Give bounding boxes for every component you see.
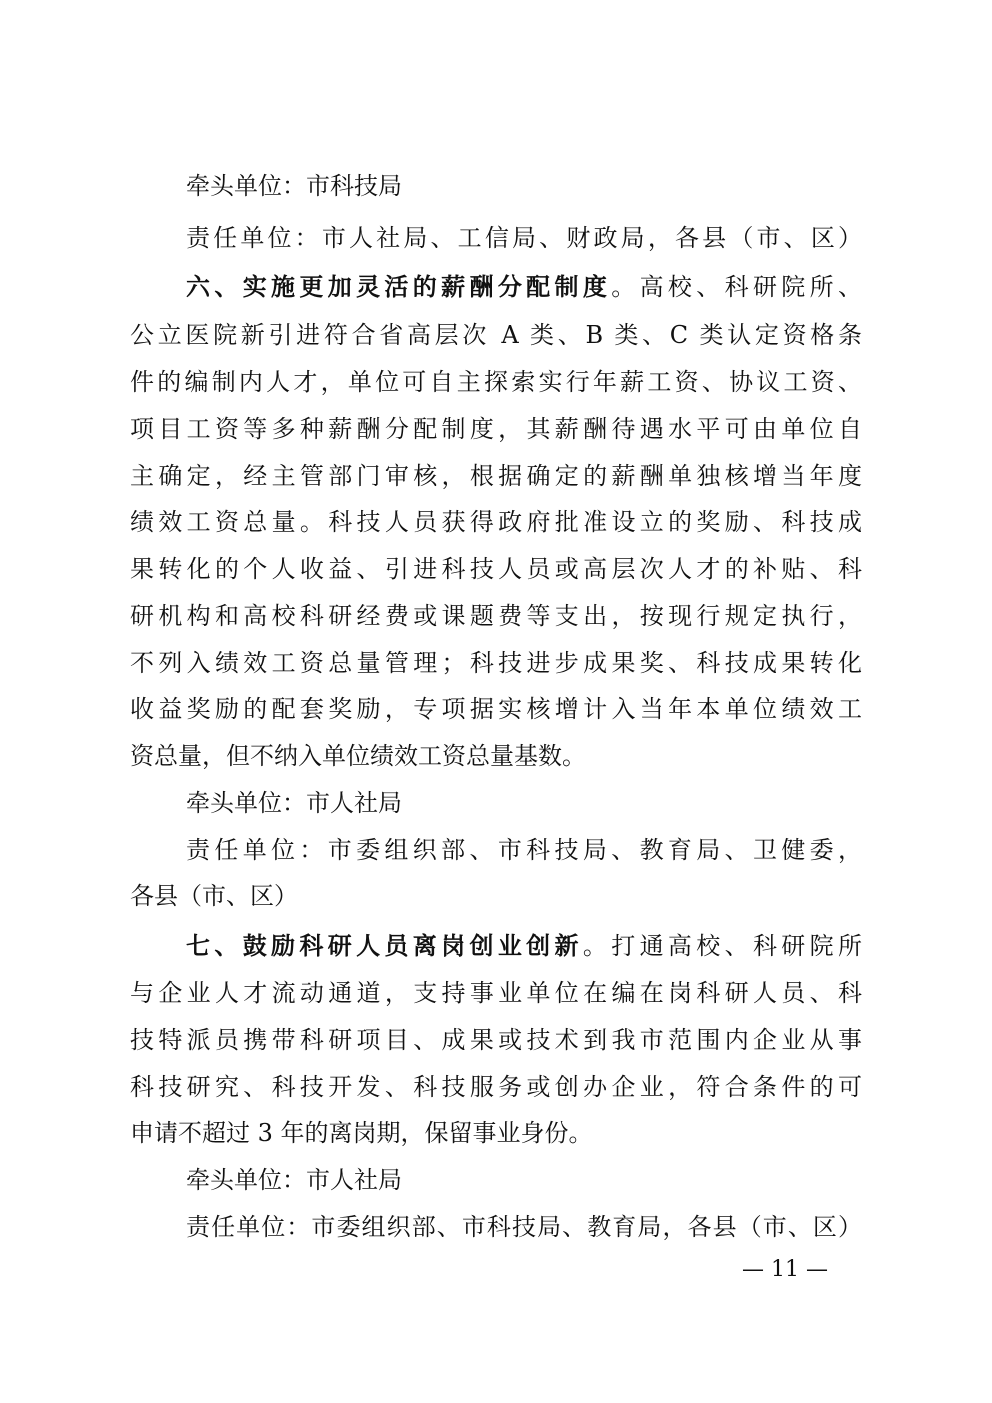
body-line: 收益奖励的配套奖励，专项据实核增计入当年本单位绩效工 bbox=[130, 695, 862, 723]
lead-unit-line: 牵头单位：市人社局 bbox=[186, 1166, 402, 1194]
body-line: 项目工资等多种薪酬分配制度，其薪酬待遇水平可由单位自 bbox=[130, 415, 862, 443]
lead-unit-line: 牵头单位：市科技局 bbox=[186, 172, 402, 200]
responsible-unit-line: 责任单位：市委组织部、市科技局、教育局、卫健委， bbox=[186, 836, 862, 864]
section-6-heading: 六、实施更加灵活的薪酬分配制度 bbox=[186, 273, 612, 301]
section-6-text: 。高校、科研院所、 bbox=[611, 273, 863, 301]
body-line: 科技研究、科技开发、科技服务或创办企业，符合条件的可 bbox=[130, 1073, 862, 1101]
section-7-heading: 七、鼓励科研人员离岗创业创新 bbox=[186, 932, 583, 960]
body-line: 研机构和高校科研经费或课题费等支出，按现行规定执行， bbox=[130, 602, 862, 630]
body-line: 不列入绩效工资总量管理；科技进步成果奖、科技成果转化 bbox=[130, 649, 862, 677]
body-line: 资总量，但不纳入单位绩效工资总量基数。 bbox=[130, 742, 586, 770]
section-7-heading-line bbox=[186, 926, 862, 966]
body-line: 申请不超过 3 年的离岗期，保留事业身份。 bbox=[130, 1119, 593, 1147]
page-number: — 11 — bbox=[742, 1257, 828, 1282]
section-6-heading-line bbox=[186, 267, 862, 307]
section-7-text: 。打通高校、科研院所 bbox=[582, 932, 863, 960]
body-line: 技特派员携带科研项目、成果或技术到我市范围内企业从事 bbox=[130, 1026, 862, 1054]
body-line: 与企业人才流动通道，支持事业单位在编在岗科研人员、科 bbox=[130, 979, 862, 1007]
body-line: 公立医院新引进符合省高层次 A 类、B 类、C 类认定资格条 bbox=[130, 321, 862, 349]
responsible-unit-line-cont: 各县（市、区） bbox=[130, 882, 298, 910]
responsible-unit-line: 责任单位：市人社局、工信局、财政局，各县（市、区） bbox=[186, 224, 862, 252]
body-line: 主确定，经主管部门审核，根据确定的薪酬单独核增当年度 bbox=[130, 462, 862, 490]
body-line: 绩效工资总量。科技人员获得政府批准设立的奖励、科技成 bbox=[130, 508, 862, 536]
responsible-unit-line: 责任单位：市委组织部、市科技局、教育局，各县（市、区） bbox=[186, 1213, 862, 1241]
body-line: 果转化的个人收益、引进科技人员或高层次人才的补贴、科 bbox=[130, 555, 862, 583]
lead-unit-line: 牵头单位：市人社局 bbox=[186, 789, 402, 817]
body-line: 件的编制内人才，单位可自主探索实行年薪工资、协议工资、 bbox=[130, 368, 862, 396]
